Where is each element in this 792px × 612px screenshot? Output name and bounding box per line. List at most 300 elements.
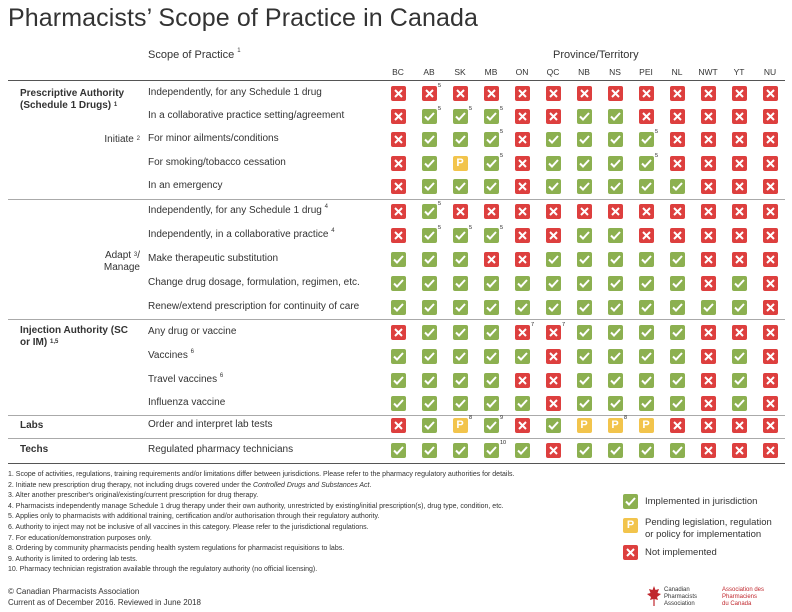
cross-icon [639,204,654,219]
check-icon [484,156,499,171]
group-injection [20,325,140,349]
footnote: 7. For education/demonstration purposes only. [8,534,152,542]
cross-icon [515,109,530,124]
check-icon [484,179,499,194]
check-icon [546,418,561,433]
cross-icon [546,325,561,340]
check-icon [453,179,468,194]
province-code: BC [392,67,404,77]
check-icon [546,300,561,315]
cross-icon [732,132,747,147]
check-icon [577,276,592,291]
cross-icon [701,418,716,433]
cross-icon [623,545,638,560]
footnote [8,481,514,492]
cross-icon [546,204,561,219]
cell-footnote: 7 [531,322,535,328]
cell-footnote: 5 [438,225,442,231]
cell-footnote: 8 [469,415,473,421]
cell-footnote: 5 [500,225,504,231]
cross-icon [670,418,685,433]
cross-icon [701,349,716,364]
check-icon [391,443,406,458]
check-icon [670,276,685,291]
cross-icon [453,86,468,101]
legend-pending-label [645,517,772,541]
check-icon [608,228,623,243]
row-label [148,444,293,455]
check-icon [422,252,437,267]
cross-icon [763,132,778,147]
check-icon [639,276,654,291]
check-icon [732,373,747,388]
cross-icon [639,86,654,101]
check-icon [453,132,468,147]
scope-header-sup: 1 [237,48,241,54]
cross-icon [546,349,561,364]
cross-icon [515,132,530,147]
check-icon [639,179,654,194]
footnote: 3. Alter another prescriber's original/existing/current prescription for drug therapy. [8,492,259,500]
check-icon [484,418,499,433]
check-icon [484,228,499,243]
row-label-text: Change drug dosage, formulation, regimen, etc. [148,277,360,288]
scope-header [148,49,241,61]
group-labs: Labs [20,420,44,431]
check-icon [422,373,437,388]
cross-icon [763,373,778,388]
check-icon [639,252,654,267]
pending-icon: P [453,418,468,433]
check-icon [639,156,654,171]
check-icon [670,349,685,364]
province-code: YT [733,67,745,77]
cross-icon [701,204,716,219]
row-label-sup: 6 [190,349,194,355]
province-code: NS [609,67,621,77]
check-icon [670,300,685,315]
check-icon [422,276,437,291]
cell-footnote: 5 [500,153,504,159]
cross-icon [763,349,778,364]
row-label [148,157,286,168]
cross-icon [515,373,530,388]
subgroup-adapt-manage: Adapt $^3$/ Manage [103,250,140,273]
subgroup-initiate-label: Initiate [104,134,134,145]
cross-icon [546,373,561,388]
check-icon [639,373,654,388]
cross-icon [763,109,778,124]
subgroup-adapt-sup: 3 [133,252,138,258]
check-icon [546,276,561,291]
cross-icon [515,418,530,433]
cross-icon [763,204,778,219]
check-icon [422,300,437,315]
divider [8,463,785,464]
province-code: MB [484,67,498,77]
row-label [148,419,273,430]
row-label-text: In a collaborative practice setting/agreement [148,110,345,121]
row-label-text: For minor ailments/conditions [148,133,279,144]
divider [8,199,785,200]
cross-icon [732,443,747,458]
cross-icon [546,443,561,458]
divider [8,438,785,439]
check-icon [422,396,437,411]
check-icon [484,300,499,315]
province-code: PEI [639,67,653,77]
province-code: SK [454,67,466,77]
check-icon [670,179,685,194]
group-injection-label: Injection Authority (SC or IM) [20,325,128,348]
cross-icon [763,396,778,411]
cross-icon [484,252,499,267]
check-icon [732,396,747,411]
subgroup-manage-label: Manage [103,262,140,273]
row-label [148,277,360,288]
row-label [148,397,225,408]
check-icon [577,349,592,364]
cross-icon [732,86,747,101]
cross-icon [732,228,747,243]
check-icon [577,443,592,458]
logo-fr-line: Pharmaciens [722,594,758,600]
cross-icon [701,325,716,340]
cross-icon [732,179,747,194]
province-code: NB [578,67,590,77]
cross-icon [670,132,685,147]
current-as-of: Current as of December 2016. Reviewed in June 2018 [8,597,201,607]
cross-icon [546,228,561,243]
check-icon [639,300,654,315]
cross-icon [732,252,747,267]
check-icon [515,396,530,411]
check-icon [608,252,623,267]
check-icon [453,349,468,364]
cell-footnote: 5 [500,129,504,135]
province-header: Province/Territory [553,49,639,61]
cross-icon [701,373,716,388]
cross-icon [670,228,685,243]
check-icon [608,109,623,124]
check-icon [422,109,437,124]
cross-icon [515,179,530,194]
row-label [148,374,223,385]
check-icon [608,325,623,340]
cross-icon [391,325,406,340]
footnote: 6. Authority to inject may not be inclusive of all vaccines in this category. Please refer to the jurisdictional regulations. [8,523,369,531]
cross-icon [484,204,499,219]
province-code: NL [671,67,683,77]
cell-footnote: 5 [438,106,442,112]
subgroup-adapt-label: Adapt [104,250,132,261]
cross-icon [577,204,592,219]
check-icon [732,276,747,291]
check-icon [577,132,592,147]
row-label-sup: 4 [324,204,328,210]
check-icon [515,349,530,364]
check-icon [484,443,499,458]
check-icon [453,443,468,458]
check-icon [422,156,437,171]
cross-icon [639,228,654,243]
row-label-text: Renew/extend prescription for continuity of care [148,301,360,312]
footnote-text: 2. Initiate new prescription drug therapy, not including drugs covered under the [8,481,254,489]
check-icon [484,325,499,340]
row-label [148,110,344,121]
check-icon [577,228,592,243]
pending-icon: P [623,518,638,533]
check-icon [391,276,406,291]
cross-icon [515,204,530,219]
check-icon [422,349,437,364]
cross-icon [391,204,406,219]
check-icon [577,109,592,124]
check-icon [639,443,654,458]
province-code: NU [763,67,777,77]
subgroup-initiate [70,134,140,146]
group-techs: Techs [20,444,49,455]
check-icon [391,349,406,364]
row-label-text: Independently, for any Schedule 1 drug [148,205,322,216]
check-icon [422,179,437,194]
check-icon [422,204,437,219]
check-icon [484,109,499,124]
check-icon [639,325,654,340]
footnote: 8. Ordering by community pharmacists pending health system regulations for pharmacist requisitions to labs. [8,545,345,553]
pending-icon: P [453,156,468,171]
row-label-text: For smoking/tobacco cessation [148,157,286,168]
legend-pending-line1: Pending legislation, regulation [645,517,772,528]
cross-icon [763,443,778,458]
cross-icon [763,156,778,171]
scope-header-label: Scope of Practice [148,49,235,61]
footnote: 9. Authority is limited to ordering lab tests. [8,555,138,563]
check-icon [422,228,437,243]
row-label [148,253,278,264]
cross-icon [391,156,406,171]
check-icon [577,396,592,411]
check-icon [577,156,592,171]
cross-icon [577,86,592,101]
cross-icon [546,396,561,411]
check-icon [623,494,638,509]
cross-icon [639,109,654,124]
check-icon [422,325,437,340]
cross-icon [763,325,778,340]
cpha-logo-english [664,587,697,608]
check-icon [453,109,468,124]
cell-footnote: 9 [500,415,504,421]
legend-implemented-label: Implemented in jurisdiction [645,496,758,507]
cross-icon [484,86,499,101]
cell-footnote: 7 [562,322,566,328]
cross-icon [763,228,778,243]
group-prescriptive [20,88,140,112]
cross-icon [515,86,530,101]
check-icon [608,443,623,458]
cross-icon [701,179,716,194]
check-icon [453,325,468,340]
copyright-text: © Canadian Pharmacists Association [8,587,140,596]
check-icon [577,300,592,315]
cross-icon [608,204,623,219]
row-label-text: Vaccines [148,350,188,361]
check-icon [577,373,592,388]
logo-en-line: Pharmacists [664,594,698,600]
cell-footnote: 5 [438,83,442,89]
cell-footnote: 8 [624,415,628,421]
footnotes [8,470,514,576]
check-icon [608,156,623,171]
cross-icon [732,325,747,340]
row-label [148,133,279,144]
check-icon [484,373,499,388]
cell-footnote: 5 [469,225,473,231]
cross-icon [701,252,716,267]
check-icon [670,252,685,267]
cross-icon [763,300,778,315]
copyright [8,587,201,608]
check-icon [453,373,468,388]
cross-icon [515,156,530,171]
cross-icon [391,179,406,194]
cross-icon [391,86,406,101]
footnote: 1. Scope of activities, regulations, training requirements and/or limitations differ between jurisdictions. Please refer to the pharmacy regulatory authorities for details. [8,471,515,478]
check-icon [391,396,406,411]
page-title: Pharmacists’ Scope of Practice in Canada [8,4,478,32]
check-icon [546,156,561,171]
cross-icon [391,418,406,433]
check-icon [484,132,499,147]
subgroup-initiate-sup: 2 [136,136,140,142]
cell-footnote: 5 [500,106,504,112]
cross-icon [515,252,530,267]
cross-icon [732,109,747,124]
legend-not-implemented-label: Not implemented [645,547,717,558]
cross-icon [763,252,778,267]
logo-fr-line: du Canada [722,601,752,607]
cell-footnote: 5 [469,106,473,112]
row-label-sup: 6 [219,373,224,379]
cross-icon [546,86,561,101]
check-icon [515,443,530,458]
cross-icon [515,325,530,340]
cross-icon [732,156,747,171]
cell-footnote: 10 [500,440,507,446]
cross-icon [701,132,716,147]
cross-icon [732,418,747,433]
footnote: 10. Pharmacy technician registration available through the regulatory authority (no official licensing). [8,566,318,574]
check-icon [577,179,592,194]
row-label-text: Make therapeutic substitution [148,253,279,264]
province-code: QC [546,67,560,77]
province-code: ON [515,67,529,77]
check-icon [577,325,592,340]
check-icon [453,276,468,291]
cell-footnote: 5 [655,129,659,135]
logo-fr-line: Association des [722,587,765,593]
cross-icon [546,109,561,124]
row-label-text: Independently, in a collaborative practice [148,229,329,240]
row-label-text: Any drug or vaccine [148,326,237,337]
row-label [148,301,359,312]
check-icon [484,276,499,291]
cross-icon [391,132,406,147]
check-icon [608,276,623,291]
pending-icon: P [608,418,623,433]
row-label-sup: 4 [331,228,335,234]
check-icon [701,300,716,315]
cell-footnote: 5 [438,201,442,207]
cross-icon [701,86,716,101]
row-label-text: Travel vaccines [148,374,218,385]
check-icon [670,443,685,458]
row-label-text: In an emergency [148,180,223,191]
check-icon [484,349,499,364]
check-icon [670,396,685,411]
check-icon [515,300,530,315]
legend-pending-line2: or policy for implementation [645,529,762,540]
check-icon [546,179,561,194]
cross-icon [701,443,716,458]
check-icon [453,396,468,411]
check-icon [608,373,623,388]
province-code: NWT [698,67,718,77]
cross-icon [701,276,716,291]
cross-icon [763,276,778,291]
row-label [148,87,322,98]
check-icon [453,300,468,315]
province-codes [0,67,792,79]
cross-icon [422,86,437,101]
check-icon [422,418,437,433]
cpha-logo-icon [646,585,662,612]
cross-icon [670,109,685,124]
footnote-end: . [369,481,372,489]
check-icon [608,179,623,194]
group-prescriptive-label: Prescriptive Authority (Schedule 1 Drugs) [20,88,125,111]
cross-icon [701,228,716,243]
check-icon [515,276,530,291]
cross-icon [732,204,747,219]
check-icon [639,349,654,364]
cross-icon [608,86,623,101]
check-icon [732,349,747,364]
check-icon [608,349,623,364]
cross-icon [670,156,685,171]
cross-icon [391,109,406,124]
divider [8,415,785,416]
check-icon [453,228,468,243]
cross-icon [515,228,530,243]
check-icon [546,252,561,267]
check-icon [670,325,685,340]
pending-icon: P [577,418,592,433]
province-code: AB [423,67,435,77]
check-icon [391,373,406,388]
cross-icon [701,396,716,411]
check-icon [608,300,623,315]
check-icon [391,252,406,267]
check-icon [608,132,623,147]
footnote: 5. Applies only to pharmacists with additional training, certification and/or authorisation through their regulatory authority. [8,513,380,521]
cell-footnote: 5 [655,153,659,159]
divider [8,319,785,320]
footnote: 4. Pharmacists independently manage Schedule 1 drug therapy under their own authority, unrestricted by existing/initial prescription(s), drug type, condition, etc. [8,502,504,510]
cross-icon [701,109,716,124]
check-icon [577,252,592,267]
